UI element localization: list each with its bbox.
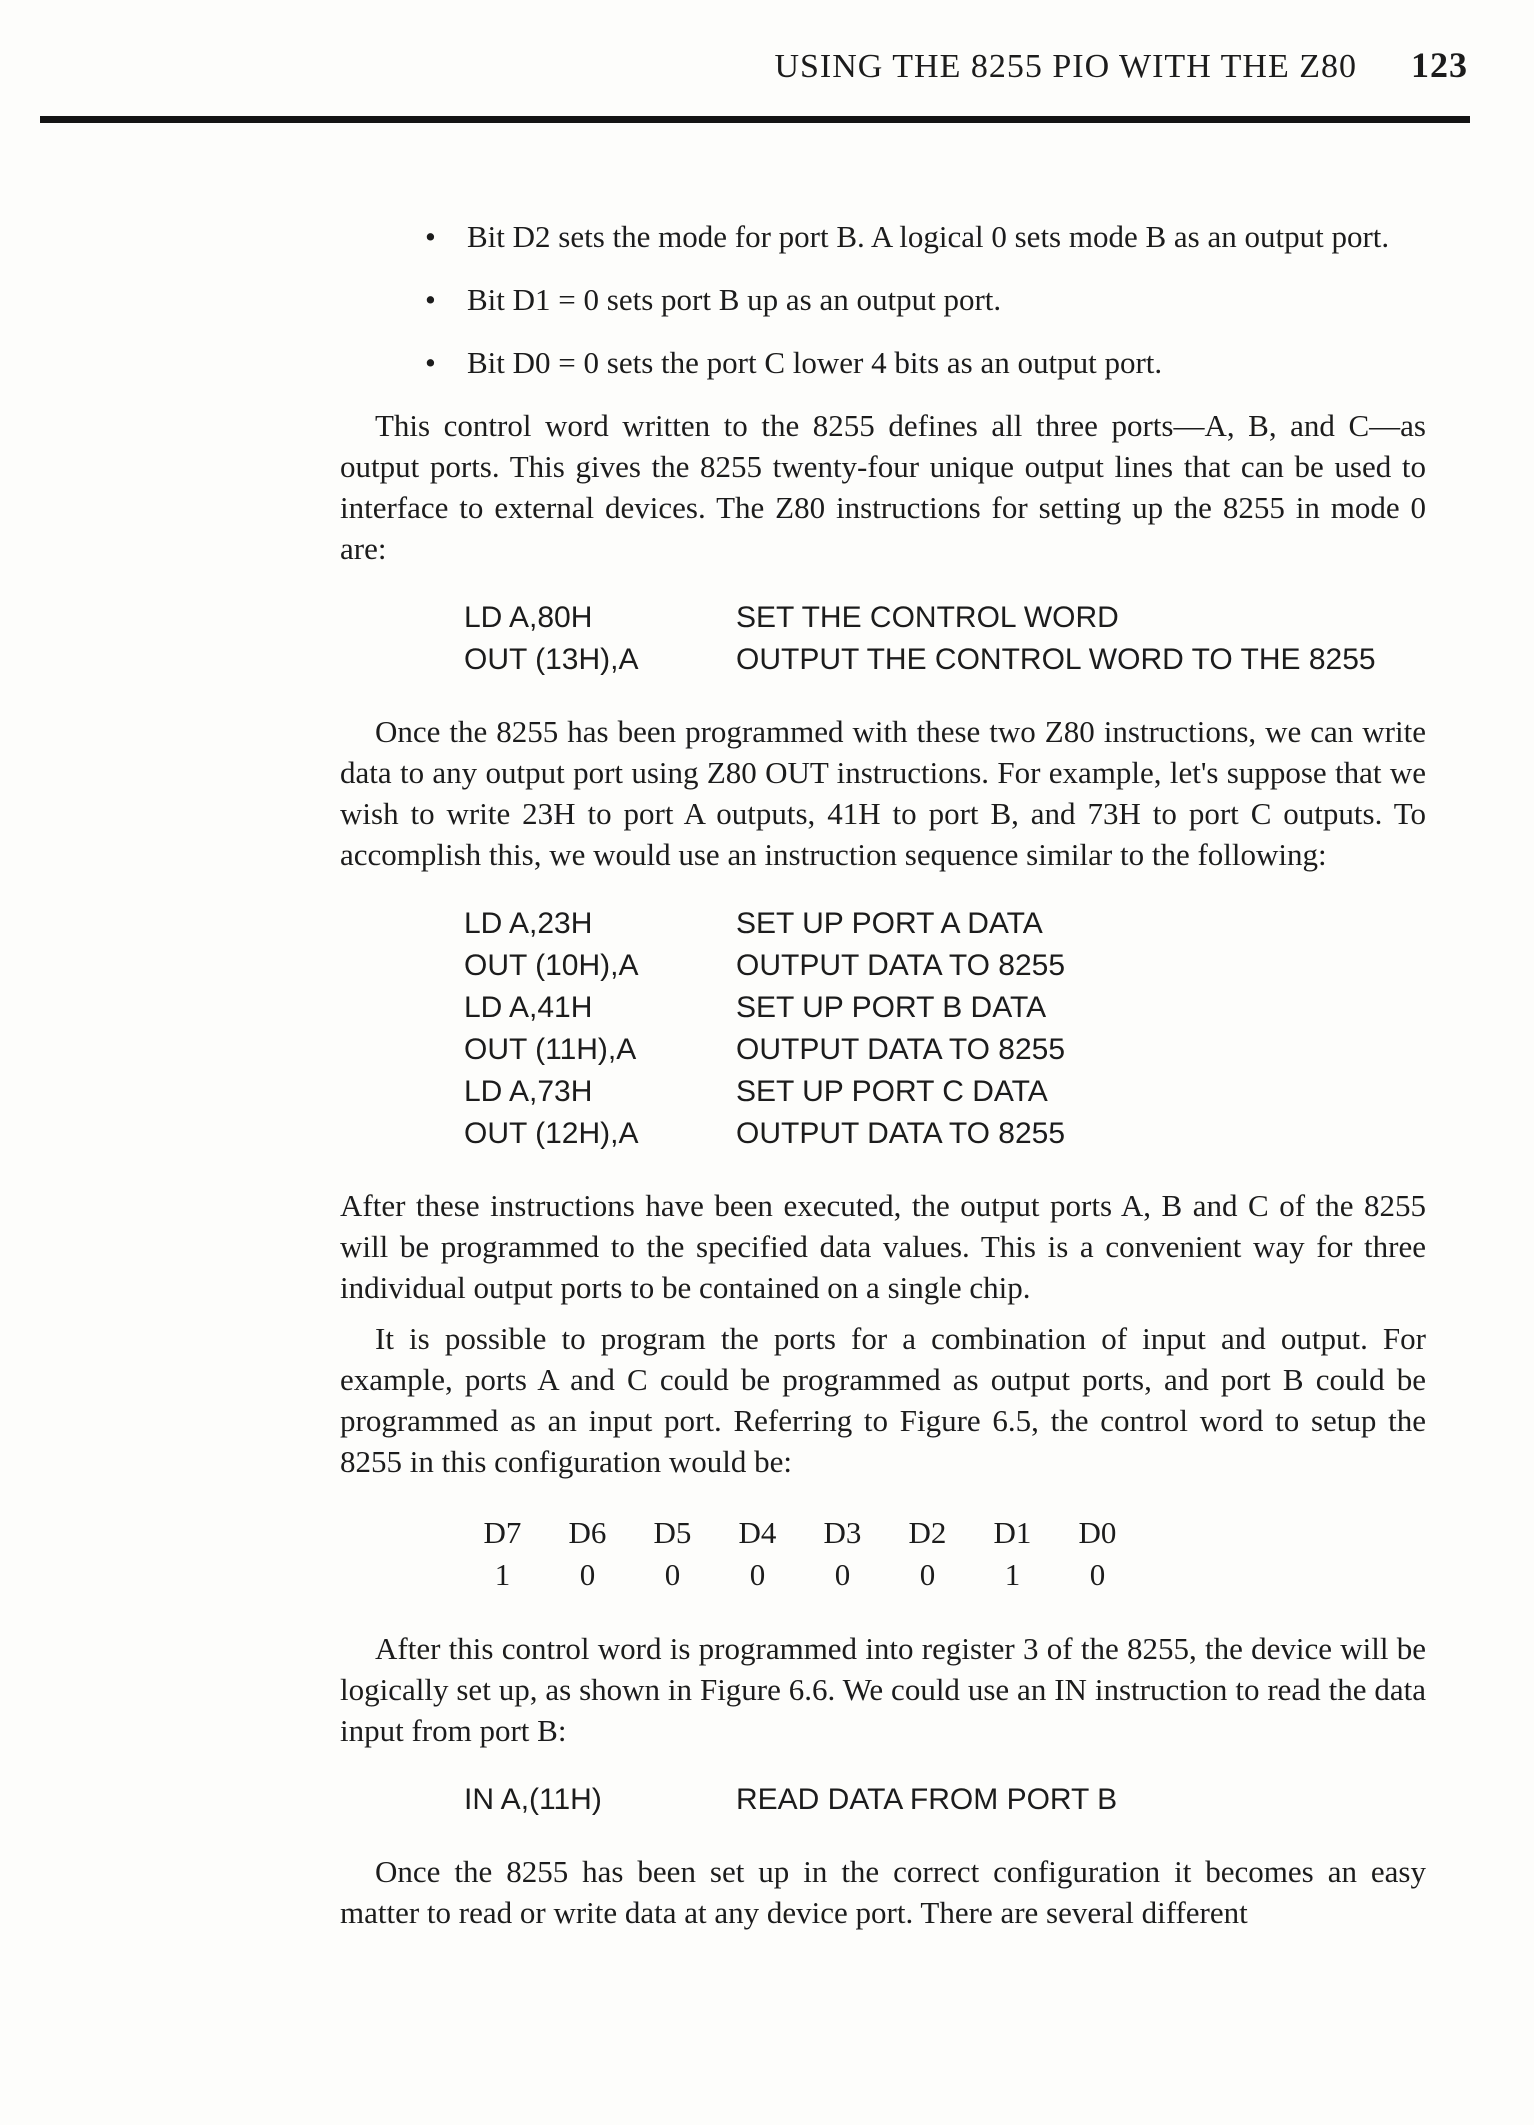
code-line [464,1071,1426,1113]
code-line [464,1779,1426,1821]
paragraph: It is possible to program the ports for a combination of input and output. For example, ports A and C could be programmed as output ports, and port B could be programmed as an input port. Referring to Figure 6.5, the control word to setup the 8255 in this configuration would be: [340,1321,1426,1479]
list-item [340,279,1426,320]
bit-header: D0 [1078,1515,1117,1550]
paragraph: After this control word is programmed into register 3 of the 8255, the device will be logically set up, as shown in Figure 6.6. We could use an IN instruction to read the data input from port B: [340,1631,1426,1748]
bit-value: 0 [919,1557,936,1592]
paragraph: After these instructions have been executed, the output ports A, B and C of the 8255 will be programmed to the specified data values. This is a convenient way for three individual output ports to be contained on a single chip. [340,1188,1426,1305]
paragraph: Once the 8255 has been set up in the correct configuration it becomes an easy matter to read or write data at any device port. There are several different [340,1854,1426,1930]
running-head [0,44,1468,86]
bit-header-row [460,1512,1426,1554]
bit-table [460,1512,1426,1596]
bit-header: D1 [993,1515,1032,1550]
code-op: OUT (11H),A [464,1033,637,1066]
bullet-list [340,216,1426,383]
code-line [464,597,1426,639]
code-block-setup [464,597,1426,681]
code-comment: OUTPUT THE CONTROL WORD TO THE 8255 [736,643,1376,676]
list-item [340,216,1426,257]
bit-header: D6 [568,1515,607,1550]
bullet-text: Bit D1 = 0 sets port B up as an output port. [467,282,1002,317]
bullet-text: Bit D2 sets the mode for port B. A logical 0 sets mode B as an output port. [467,219,1390,254]
bit-value: 0 [1089,1557,1106,1592]
code-line [464,1029,1426,1071]
bit-value: 0 [834,1557,851,1592]
bit-value-row [460,1554,1426,1596]
bit-header: D5 [653,1515,692,1550]
code-op: LD A,41H [464,991,593,1024]
code-op: LD A,73H [464,1075,593,1108]
bit-value: 1 [1004,1557,1021,1592]
bit-header: D3 [823,1515,862,1550]
header-rule [40,116,1470,123]
code-comment: OUTPUT DATA TO 8255 [736,949,1066,982]
bit-header: D2 [908,1515,947,1550]
bit-header: D4 [738,1515,777,1550]
bit-value: 0 [579,1557,596,1592]
paragraph: This control word written to the 8255 defines all three ports—A, B, and C—as output ports. This gives the 8255 twenty-four unique output lines that can be used to interface to external devices. The Z80 instructions for setting up the 8255 in mode 0 are: [340,408,1426,566]
code-op: OUT (13H),A [464,643,639,676]
code-comment: READ DATA FROM PORT B [736,1783,1118,1816]
code-op: LD A,80H [464,601,593,634]
code-comment: SET UP PORT C DATA [736,1075,1048,1108]
code-line [464,945,1426,987]
code-block-input [464,1779,1426,1821]
code-comment: OUTPUT DATA TO 8255 [736,1033,1066,1066]
code-block-output [464,903,1426,1155]
code-comment: SET THE CONTROL WORD [736,601,1119,634]
bullet-text: Bit D0 = 0 sets the port C lower 4 bits as an output port. [467,345,1163,380]
bit-value: 1 [494,1557,511,1592]
page-number: 123 [1411,45,1468,85]
bit-value: 0 [664,1557,681,1592]
page-body [340,216,1426,1933]
code-line [464,987,1426,1029]
bit-value: 0 [749,1557,766,1592]
code-op: LD A,23H [464,907,593,940]
running-title: USING THE 8255 PIO WITH THE Z80 [774,48,1357,85]
code-line [464,903,1426,945]
bullet-icon: • [425,282,436,317]
code-comment: SET UP PORT B DATA [736,991,1047,1024]
code-line [464,639,1426,681]
code-line [464,1113,1426,1155]
code-op: OUT (12H),A [464,1117,639,1150]
code-op: IN A,(11H) [464,1783,602,1816]
bullet-icon: • [425,345,436,380]
bullet-icon: • [425,219,436,254]
bit-header: D7 [483,1515,522,1550]
list-item [340,342,1426,383]
code-comment: OUTPUT DATA TO 8255 [736,1117,1066,1150]
code-comment: SET UP PORT A DATA [736,907,1043,940]
code-op: OUT (10H),A [464,949,639,982]
paragraph: Once the 8255 has been programmed with these two Z80 instructions, we can write data to any output port using Z80 OUT instructions. For example, let's suppose that we wish to write 23H to port A outputs, 41H to port B, and 73H to port C outputs. To accomplish this, we would use an instruction sequence similar to the following: [340,714,1426,872]
